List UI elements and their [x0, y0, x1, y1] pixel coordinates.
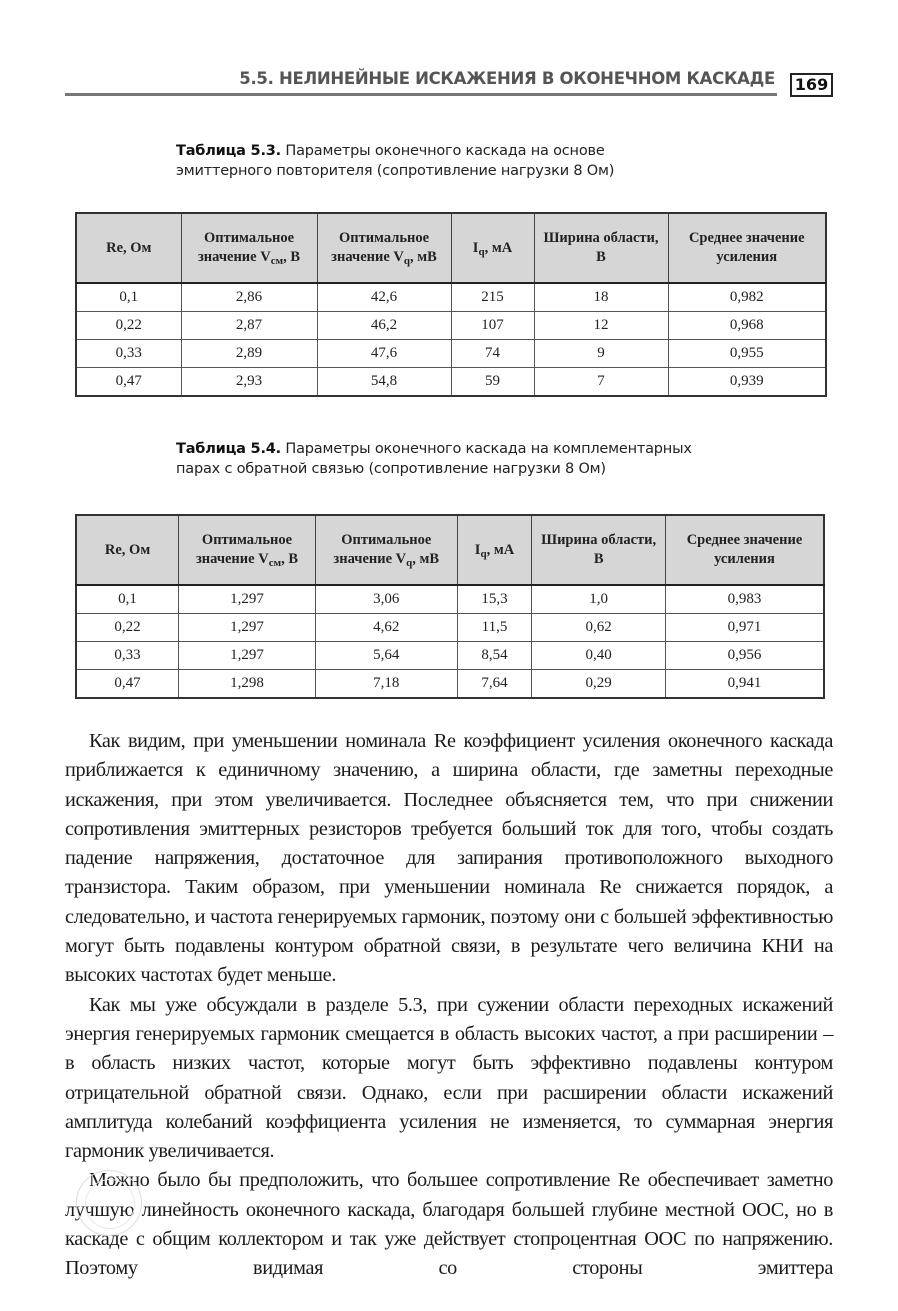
page-number: 169 — [790, 73, 833, 97]
column-header-vq: Оптимальное значение $V_q$, мВ — [317, 213, 451, 283]
column-header-iq: $I_q$, мА — [451, 213, 534, 283]
running-header — [65, 66, 777, 96]
column-header-gain: Среднее значение усиления — [668, 213, 826, 283]
column-header-iq: $I_q$, мА — [457, 515, 532, 585]
body-text — [65, 727, 833, 1284]
table-cell: 0,968 — [668, 312, 826, 340]
table-cell: 0,29 — [532, 670, 666, 699]
table-cell: 47,6 — [317, 340, 451, 368]
table-cell: 15,3 — [457, 585, 532, 614]
table-row — [76, 340, 826, 368]
table-cell: 2,86 — [181, 283, 317, 312]
table-cell: 18 — [534, 283, 668, 312]
column-header-vq: Оптимальное значение $V_q$, мВ — [315, 515, 457, 585]
column-header-vcm: Оптимальное значение $V_{см}$, В — [179, 515, 316, 585]
column-header-re: Re, Ом — [76, 213, 181, 283]
table-5-4-caption — [176, 439, 696, 479]
table-cell: 0,939 — [668, 368, 826, 397]
column-header-width: Ширина области, В — [532, 515, 666, 585]
table-cell: 0,33 — [76, 642, 179, 670]
table-cell: 46,2 — [317, 312, 451, 340]
table-cell: 2,87 — [181, 312, 317, 340]
table-cell: 1,297 — [179, 614, 316, 642]
table-row — [76, 670, 824, 699]
table-row — [76, 614, 824, 642]
column-header-gain: Среднее значение усиления — [665, 515, 824, 585]
table-cell: 107 — [451, 312, 534, 340]
table-cell: 0,1 — [76, 283, 181, 312]
chapter-section-title: 5.5. НЕЛИНЕЙНЫЕ ИСКАЖЕНИЯ В ОКОНЕЧНОМ КАСКАДЕ — [239, 69, 775, 88]
table-header-row — [76, 213, 826, 283]
table-cell: 11,5 — [457, 614, 532, 642]
table-cell: 0,33 — [76, 340, 181, 368]
table-cell: 0,955 — [668, 340, 826, 368]
table-cell: 0,22 — [76, 312, 181, 340]
table-cell: 1,297 — [179, 585, 316, 614]
table-cell: 0,47 — [76, 670, 179, 699]
table-5-4-caption-label: Таблица 5.4. — [176, 441, 281, 457]
table-cell: 1,0 — [532, 585, 666, 614]
table-row — [76, 283, 826, 312]
table-cell: 9 — [534, 340, 668, 368]
table-cell: 42,6 — [317, 283, 451, 312]
table-5-3-caption-text: Параметры оконечного каскада на основе эмиттерного повторителя (сопротивление нагрузки 8 Ом) — [176, 143, 615, 179]
table-row — [76, 312, 826, 340]
paragraph: Можно было бы предположить, что большее сопротивление Re обеспечивает заметно лучшую линейность оконечного каскада, благодаря большей глубине местной ООС, но в каскаде с общим коллектором и так уже действует стопроцентная ООС по напряжению. Поэтому видимая со стороны эмиттера — [65, 1169, 833, 1280]
table-cell: 8,54 — [457, 642, 532, 670]
table-cell: 215 — [451, 283, 534, 312]
table-header-row — [76, 515, 824, 585]
table-5-3-caption-label: Таблица 5.3. — [176, 143, 281, 159]
column-header-width: Ширина области, В — [534, 213, 668, 283]
table-row — [76, 368, 826, 397]
table-5-3 — [75, 212, 827, 397]
table-cell: 0,956 — [665, 642, 824, 670]
table-cell: 12 — [534, 312, 668, 340]
table-cell: 2,93 — [181, 368, 317, 397]
table-5-4-caption-text: Параметры оконечного каскада на комплементарных парах с обратной связью (сопротивление нагрузки 8 Ом) — [176, 441, 692, 477]
table-5-4 — [75, 514, 825, 699]
table-cell: 0,22 — [76, 614, 179, 642]
table-cell: 0,982 — [668, 283, 826, 312]
column-header-vcm: Оптимальное значение $V_{см}$, В — [181, 213, 317, 283]
table-cell: 0,1 — [76, 585, 179, 614]
table-row — [76, 642, 824, 670]
paragraph: Как видим, при уменьшении номинала Re коэффициент усиления оконечного каскада приближается к единичному значению, а ширина области, где заметны переходные искажения, при этом увеличивается. Последнее объясняется тем, что при снижении сопротивления эмиттерных резисторов требуется больший ток для того, чтобы создать падение напряжения, достаточное для запирания противоположного выходного транзистора. Таким образом, при уменьшении номинала Re снижается порядок, а следовательно, и частота генерируемых гармоник, поэтому они с большей эффективностью могут быть подавлены контуром обратной связи, в результате чего величина КНИ на высоких частотах будет меньше. — [65, 730, 833, 987]
paragraph: Как мы уже обсуждали в разделе 5.3, при сужении области переходных искажений энергия генерируемых гармоник смещается в область высоких частот, а при расширении – в область низких частот, которые могут быть эффективно подавлены контуром отрицательной обратной связи. Однако, если при расширении области искажений амплитуда колебаний коэффициента усиления не изменяется, то суммарная энергия гармоник увеличивается. — [65, 993, 833, 1163]
table-row — [76, 585, 824, 614]
table-cell: 59 — [451, 368, 534, 397]
table-cell: 0,62 — [532, 614, 666, 642]
table-cell: 7,64 — [457, 670, 532, 699]
table-cell: 1,298 — [179, 670, 316, 699]
table-cell: 0,941 — [665, 670, 824, 699]
table-cell: 5,64 — [315, 642, 457, 670]
column-header-re: Re, Ом — [76, 515, 179, 585]
table-cell: 0,47 — [76, 368, 181, 397]
table-cell: 0,40 — [532, 642, 666, 670]
table-cell: 4,62 — [315, 614, 457, 642]
table-cell: 54,8 — [317, 368, 451, 397]
table-cell: 7,18 — [315, 670, 457, 699]
table-cell: 74 — [451, 340, 534, 368]
table-cell: 7 — [534, 368, 668, 397]
table-cell: 0,971 — [665, 614, 824, 642]
table-cell: 0,983 — [665, 585, 824, 614]
table-5-3-caption — [176, 141, 696, 181]
table-cell: 1,297 — [179, 642, 316, 670]
table-cell: 2,89 — [181, 340, 317, 368]
table-cell: 3,06 — [315, 585, 457, 614]
library-stamp-watermark — [76, 1170, 142, 1236]
